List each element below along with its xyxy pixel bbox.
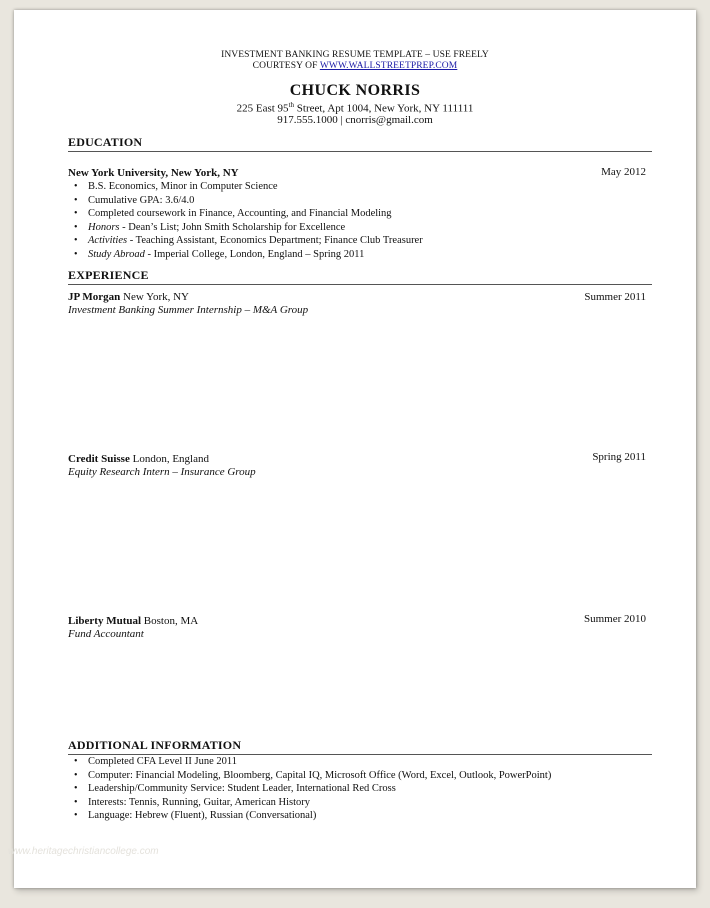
additional-info-bullets [68, 755, 551, 823]
school-name: New York University, New York, NY [68, 167, 239, 179]
template-banner: INVESTMENT BANKING RESUME TEMPLATE – USE FREELY [221, 50, 489, 60]
resume-page [14, 10, 696, 888]
candidate-name: CHUCK NORRIS [289, 82, 421, 99]
education-bullets [68, 180, 423, 262]
wallstreetprep-link[interactable]: WWW.WALLSTREETPREP.COM [319, 61, 458, 71]
job-date: Summer 2010 [583, 613, 646, 625]
job-role: Fund Accountant [68, 628, 144, 640]
list-item: • Cumulative GPA: 3.6/4.0 [88, 194, 423, 208]
list-item: • Activities - Teaching Assistant, Economics Department; Finance Club Treasurer [88, 234, 423, 248]
job-entry-credit-suisse: Credit Suisse London, England [68, 453, 209, 465]
list-item: • Leadership/Community Service: Student Leader, International Red Cross [88, 782, 551, 796]
list-item: • Completed coursework in Finance, Accounting, and Financial Modeling [88, 207, 423, 221]
job-date: Spring 2011 [592, 451, 646, 463]
watermark-text: www.heritagechristiancollege.com [8, 846, 159, 857]
list-item: • Interests: Tennis, Running, Guitar, American History [88, 796, 551, 810]
additional-info-heading: ADDITIONAL INFORMATION [68, 738, 652, 755]
job-entry-liberty-mutual: Liberty Mutual Boston, MA [68, 615, 199, 627]
experience-heading: EXPERIENCE [68, 268, 652, 285]
job-role: Investment Banking Summer Internship – M&A Group [68, 304, 309, 316]
list-item: • Study Abroad - Imperial College, London, England – Spring 2011 [88, 248, 423, 262]
list-item: • Language: Hebrew (Fluent), Russian (Conversational) [88, 809, 551, 823]
education-heading: EDUCATION [68, 135, 652, 152]
list-item: • Completed CFA Level II June 2011 [88, 755, 551, 769]
job-role: Equity Research Intern – Insurance Group [68, 466, 256, 478]
job-entry-jp-morgan: JP Morgan New York, NY [68, 291, 190, 303]
education-date: May 2012 [601, 166, 646, 178]
address-line: 225 East 95th Street, Apt 1004, New York, NY 111111 [236, 101, 474, 115]
list-item: • Computer: Financial Modeling, Bloomberg, Capital IQ, Microsoft Office (Word, Excel, Outlook, PowerPoint) [88, 769, 551, 783]
phone-email-line: 917.555.1000 | cnorris@gmail.com [277, 114, 433, 126]
courtesy-line: COURTESY OF WWW.WALLSTREETPREP.COM [252, 61, 458, 71]
list-item: • B.S. Economics, Minor in Computer Science [88, 180, 423, 194]
job-date: Summer 2011 [584, 291, 646, 303]
list-item: • Honors - Dean’s List; John Smith Scholarship for Excellence [88, 221, 423, 235]
